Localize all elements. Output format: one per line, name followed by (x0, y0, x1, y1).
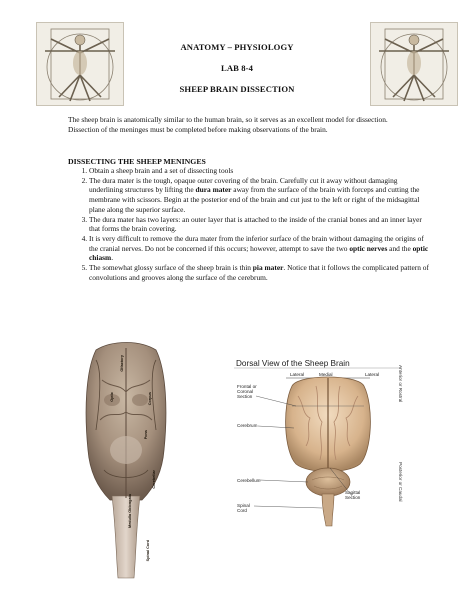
photo-label-spinal-cord: Spinal Cord (146, 540, 150, 562)
label-sagittal-section: Sagittal Section (345, 490, 361, 501)
section-title: DISSECTING THE SHEEP MENINGES (68, 157, 206, 166)
photo-label-optic: Optic (110, 392, 114, 402)
step-item: 4. It is very difficult to remove the dura mater from the inferior surface of the brain without damaging the origins of the cranial nerves. Do not be concerned if this occurs; however, attempt to save the two optic nerves and the optic chiasm. (89, 234, 431, 263)
term-optic-nerves: optic nerves (349, 243, 388, 253)
diagram-title: Dorsal View of the Sheep Brain (236, 359, 350, 368)
photo-label-corpus: Corpus (148, 392, 152, 406)
label-frontal-section: Frontal or Coronal Section (237, 384, 257, 400)
label-lateral-right: Lateral (365, 372, 380, 377)
step-item: 2. The dura mater is the tough, opaque outer covering of the brain. Carefully cut it away without damaging underlining structures by lifting the dura mater away from the surface of the brain with forceps and cutting the membrane with scissors. Begin at the posterior end of the brain and cut just to the left or right of the midsagittal plane along the superior surface. (89, 176, 431, 215)
label-posterior-caudal: Posterior or Caudal (398, 462, 403, 502)
photo-label-cerebellar: Cerebellar (152, 470, 156, 489)
label-cerebrum: Cerebrum (237, 423, 258, 428)
term-optic-chiasm: optic chiasm (89, 243, 429, 263)
dorsal-view-diagram (232, 356, 408, 530)
intro-paragraph: The sheep brain is anatomically similar to the human brain, so it serves as an excellent model for dissection. Dissection of the meninges must be completed before making observations of the brain. (68, 115, 388, 134)
label-lateral-left: Lateral (290, 372, 305, 377)
term-dura-mater: dura mater (195, 185, 232, 195)
label-cerebellum: Cerebellum (237, 478, 261, 483)
label-spinal-cord: Spinal Cord (237, 503, 250, 514)
sheep-brain-ventral-photo (82, 340, 170, 580)
dissection-steps (68, 166, 431, 282)
label-anterior-rostral: Anterior or Rostral (398, 365, 403, 403)
term-pia-mater: pia mater (252, 263, 284, 273)
step-item: 1. Obtain a sheep brain and a set of dissecting tools (89, 166, 431, 176)
step-item: 3. The dura mater has two layers: an outer layer that is attached to the inside of the cranial bones and an inner layer that forms the brain covering. (89, 215, 431, 234)
lab-number: LAB 8-4 (221, 63, 253, 73)
photo-label-pons: Pons (144, 430, 148, 440)
step-item: 5. The somewhat glossy surface of the sheep brain is thin pia mater. Notice that it follows the complicated pattern of convolutions and grooves along the surface of the cerebrum. (89, 263, 431, 282)
label-medial: Medial (319, 372, 333, 377)
document-title: ANATOMY – PHYSIOLOGY (180, 42, 294, 52)
photo-label-olfactory: Olfactory (120, 355, 124, 372)
photo-label-medulla: Medulla Oblongata (128, 494, 132, 528)
document-subtitle: SHEEP BRAIN DISSECTION (179, 84, 295, 94)
